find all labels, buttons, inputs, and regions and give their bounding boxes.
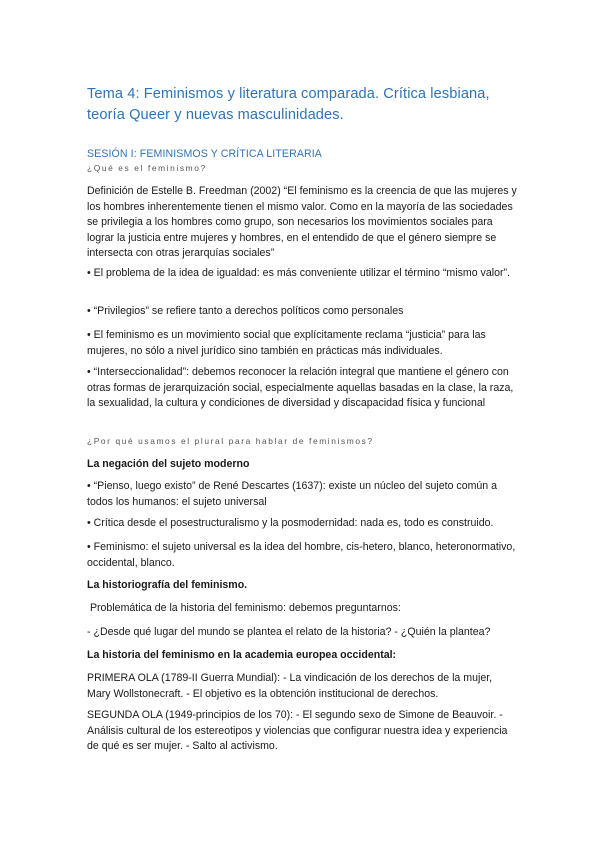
bullet-item: • “Privilegios” se refiere tanto a derechos políticos como personales [87,304,517,320]
body-paragraph: PRIMERA OLA (1789-II Guerra Mundial): - La vindicación de los derechos de la mujer, Mary Wollstonecraft. - El objetivo es la obtención institucional de derechos. [87,672,493,700]
definition-paragraph: Definición de Estelle B. Freedman (2002) “El feminismo es la creencia de que las mujeres y los hombres inherentemente tienen el mismo valor. Como en la mayoría de las sociedades se privilegia a los hombres como grupo, son necesarios los movimientos sociales para lograr la justicia entre mujeres y hombres, en el entendido de que el género siempre se intersecta con otras jerarquías sociales” [87,185,517,259]
subheading: La historia del feminismo en la academia europea occidental: [87,649,397,661]
document-title: Tema 4: Feminismos y literatura comparada. Crítica lesbiana, teoría Queer y nuevas masculinidades. [87,86,490,123]
bullet-item: • El feminismo es un movimiento social que explícitamente reclama “justicia” para las mujeres, no sólo a nivel jurídico sino también en prácticas más individuales. [87,328,517,359]
bullet-item: • El problema de la idea de igualdad: es más conveniente utilizar el término “mismo valor”. [87,266,517,282]
bullet-item: • “Interseccionalidad”: debemos reconocer la relación integral que mantiene el género con otras formas de jerarquización social, especialmente aquellas basadas en la clase, la raza, la sexualidad, la cultura y condiciones de diversidad y discapacidad física y funcional [87,365,517,412]
body-paragraph: SEGUNDA OLA (1949-principios de los 70): - El segundo sexo de Simone de Beauvoir. - Análisis cultural de los estereotipos y violencias que configurar nuestra idea y experiencia de qué es ser mujer. - Salto al activismo. [87,709,508,752]
question-heading: ¿Por qué usamos el plural para hablar de feminismos? [87,436,374,446]
bullet-item: • Feminismo: el sujeto universal es la idea del hombre, cis-hetero, blanco, heteronormativo, occidental, blanco. [87,540,517,571]
section-heading: SESIÓN I: FEMINISMOS Y CRÍTICA LITERARIA [87,148,322,160]
body-paragraph: Problemática de la historia del feminismo: debemos preguntarnos: [87,602,401,614]
bullet-item: • “Pienso, luego existo” de René Descartes (1637): existe un núcleo del sujeto común a todos los humanos: el sujeto universal [87,479,517,510]
bullet-item: • Crítica desde el posestructuralismo y la posmodernidad: nada es, todo es construido. [87,516,517,532]
body-paragraph: - ¿Desde qué lugar del mundo se plantea el relato de la historia? - ¿Quién la plantea? [87,626,491,638]
subheading: La historiografía del feminismo. [87,579,248,591]
question-heading: ¿Qué es el feminismo? [87,163,207,173]
subheading: La negación del sujeto moderno [87,458,250,470]
